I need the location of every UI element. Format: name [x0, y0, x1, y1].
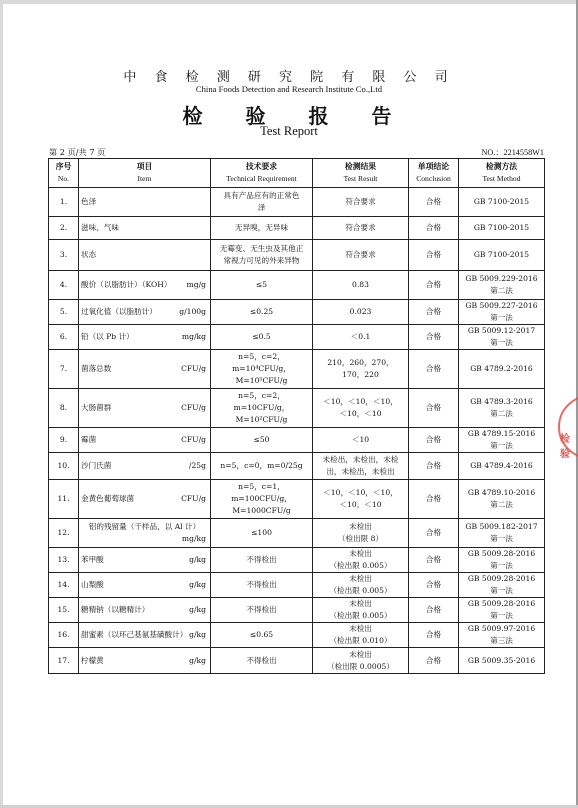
result-line: （检出限 0.005）	[329, 586, 392, 595]
result-cell	[313, 217, 409, 240]
result-cell	[313, 188, 409, 217]
row-number: 7.	[49, 350, 79, 389]
item-unit: CFU/g	[181, 403, 206, 412]
conclusion-cell: 合格	[409, 453, 459, 480]
result-cell	[313, 453, 409, 480]
method-line: GB 5009.97-2016	[467, 624, 536, 633]
requirement-cell	[211, 480, 313, 519]
item-unit: mg/kg	[181, 534, 206, 543]
requirement-line: M=1000CFU/g	[232, 506, 291, 515]
item-unit: mg/g	[186, 280, 206, 289]
item-cell	[79, 428, 211, 453]
item-name: 金黄色葡萄球菌	[81, 494, 135, 503]
requirement-line: 不得检出	[246, 555, 277, 564]
result-line: ＜0.1	[350, 332, 371, 341]
result-line: 0.023	[349, 307, 372, 316]
method-line: GB 7100-2015	[473, 197, 530, 206]
method-line: 第一法	[490, 441, 513, 450]
result-line: 未检出	[349, 522, 372, 531]
row-number: 4.	[49, 271, 79, 300]
requirement-line: 不得检出	[246, 580, 277, 589]
method-cell	[459, 389, 545, 428]
method-cell	[459, 188, 545, 217]
conclusion-cell: 合格	[409, 240, 459, 271]
requirement-line: ≤0.65	[249, 630, 274, 639]
requirement-cell	[211, 188, 313, 217]
item-cell	[79, 240, 211, 271]
item-cell	[79, 188, 211, 217]
conclusion-cell: 合格	[409, 648, 459, 674]
conclusion-cell: 合格	[409, 217, 459, 240]
result-line: （检出限 0.005）	[329, 561, 392, 570]
table-row	[49, 519, 545, 548]
method-line: GB 5009.28-2016	[467, 549, 536, 558]
method-cell	[459, 325, 545, 350]
table-row	[49, 389, 545, 428]
test-results-table	[48, 158, 545, 674]
header-item: 项目 Item	[79, 159, 211, 188]
result-cell	[313, 389, 409, 428]
header-conclusion: 单项结论 Conclusion	[409, 159, 459, 188]
result-cell	[313, 240, 409, 271]
item-cell	[79, 453, 211, 480]
row-number: 5.	[49, 300, 79, 325]
requirement-cell	[211, 519, 313, 548]
row-number: 13.	[49, 548, 79, 573]
table-row	[49, 271, 545, 300]
conclusion-cell: 合格	[409, 548, 459, 573]
result-cell	[313, 271, 409, 300]
table-row	[49, 350, 545, 389]
requirement-line: 不得检出	[246, 655, 277, 665]
item-name: 柠檬黄	[81, 655, 104, 665]
result-line: ＜10，＜10	[339, 409, 382, 418]
method-cell	[459, 519, 545, 548]
requirement-cell	[211, 300, 313, 325]
item-name: 滋味、气味	[81, 223, 119, 232]
result-cell	[313, 325, 409, 350]
item-unit: mg/kg	[181, 332, 206, 341]
method-line: GB 5009.182-2017	[465, 522, 538, 531]
method-cell	[459, 217, 545, 240]
method-line: GB 4789.3-2016	[470, 397, 533, 406]
requirement-cell	[211, 548, 313, 573]
item-unit: g/kg	[189, 555, 206, 564]
requirement-cell	[211, 573, 313, 598]
item-cell	[79, 598, 211, 623]
requirement-cell	[211, 240, 313, 271]
header-no: 序号 No.	[49, 159, 79, 188]
result-cell	[313, 480, 409, 519]
item-name: 大肠菌群	[81, 403, 112, 412]
item-name: 色泽	[81, 197, 97, 206]
item-name: 酸价（以脂肪计）（KOH）	[81, 280, 172, 289]
conclusion-cell: 合格	[409, 271, 459, 300]
item-name: 过氧化值（以脂肪计）	[81, 307, 157, 316]
requirement-line: ≤50	[253, 435, 270, 444]
method-line: GB 5009.229-2016	[465, 274, 538, 283]
requirement-cell	[211, 428, 313, 453]
result-cell	[313, 573, 409, 598]
table-row	[49, 300, 545, 325]
item-name: 铅（以 Pb 计）	[81, 332, 134, 341]
item-cell	[79, 573, 211, 598]
item-name: 沙门氏菌	[81, 461, 112, 470]
item-cell	[79, 480, 211, 519]
row-number: 1.	[49, 188, 79, 217]
conclusion-cell: 合格	[409, 325, 459, 350]
item-unit: g/kg	[189, 630, 206, 639]
row-number: 15.	[49, 598, 79, 623]
organization-name-cn: 中 食 检 测 研 究 院 有 限 公 司	[123, 70, 455, 85]
result-cell	[313, 598, 409, 623]
result-line: 符合要求	[345, 250, 376, 259]
page-top-border	[0, 0, 578, 4]
method-line: 第二法	[490, 500, 513, 509]
requirement-line: m=10⁴CFU/g，	[232, 364, 291, 373]
conclusion-cell: 合格	[409, 623, 459, 648]
requirement-line: n=5，c=2，	[238, 352, 285, 361]
row-number: 3.	[49, 240, 79, 271]
requirement-cell	[211, 623, 313, 648]
conclusion-cell: 合格	[409, 300, 459, 325]
item-cell	[79, 519, 211, 548]
requirement-line: ≤0.25	[249, 307, 274, 316]
method-line: 第一法	[490, 611, 513, 620]
item-unit: g/kg	[189, 655, 206, 665]
requirement-line: m=100CFU/g，	[231, 494, 292, 503]
method-cell	[459, 300, 545, 325]
method-line: GB 4789.2-2016	[470, 364, 533, 373]
item-cell	[79, 300, 211, 325]
requirement-line: n=5，c=0，m=0/25g	[220, 461, 303, 470]
method-cell	[459, 598, 545, 623]
conclusion-cell: 合格	[409, 598, 459, 623]
result-line: ＜10	[351, 435, 370, 444]
method-line: 第三法	[490, 636, 513, 645]
item-unit: g/kg	[189, 580, 206, 589]
item-unit: CFU/g	[181, 494, 206, 503]
conclusion-cell: 合格	[409, 188, 459, 217]
table-row	[49, 548, 545, 573]
table-row	[49, 480, 545, 519]
method-cell	[459, 453, 545, 480]
row-number: 10.	[49, 453, 79, 480]
item-unit: CFU/g	[181, 364, 206, 373]
result-cell	[313, 623, 409, 648]
result-line: 未检出	[349, 549, 372, 558]
method-line: GB 5009.28-2016	[467, 599, 536, 608]
requirement-cell	[211, 217, 313, 240]
item-name: 霉菌	[81, 435, 97, 444]
method-line: GB 5009.28-2016	[467, 574, 536, 583]
method-cell	[459, 350, 545, 389]
item-name: 甜蜜素（以环己基氨基磺酸计）	[81, 630, 188, 639]
method-cell	[459, 271, 545, 300]
item-cell	[79, 217, 211, 240]
conclusion-cell: 合格	[409, 519, 459, 548]
result-line: 未检出	[349, 624, 372, 633]
result-line: ＜10，＜10，＜10，	[323, 488, 398, 497]
table-row	[49, 240, 545, 271]
table-row	[49, 598, 545, 623]
row-number: 17.	[49, 648, 79, 674]
table-row	[49, 217, 545, 240]
result-line: （检出限 8）	[337, 534, 384, 543]
table-row	[49, 573, 545, 598]
method-line: 第一法	[490, 338, 513, 347]
conclusion-cell: 合格	[409, 480, 459, 519]
conclusion-cell: 合格	[409, 350, 459, 389]
row-number: 16.	[49, 623, 79, 648]
conclusion-cell: 合格	[409, 428, 459, 453]
result-line: 210，260，270，	[327, 358, 394, 367]
header-requirement: 技术要求 Technical Requirement	[211, 159, 313, 188]
table-row	[49, 623, 545, 648]
requirement-line: 不得检出	[246, 605, 277, 614]
requirement-line: ≤100	[251, 528, 272, 537]
method-line: 第一法	[490, 534, 513, 543]
method-line: 第一法	[490, 313, 513, 322]
result-line: 未检出	[349, 574, 372, 583]
result-cell	[313, 548, 409, 573]
method-cell	[459, 648, 545, 674]
method-line: 第二法	[490, 286, 513, 295]
result-line: 170，220	[342, 370, 379, 379]
requirement-cell	[211, 271, 313, 300]
row-number: 2.	[49, 217, 79, 240]
item-name: 山梨酸	[81, 580, 104, 589]
item-cell	[79, 350, 211, 389]
item-cell	[79, 623, 211, 648]
conclusion-cell: 合格	[409, 389, 459, 428]
row-number: 6.	[49, 325, 79, 350]
result-line: ＜10，＜10	[339, 500, 382, 509]
method-cell	[459, 573, 545, 598]
method-line: GB 7100-2015	[473, 250, 530, 259]
requirement-cell	[211, 350, 313, 389]
result-line: （检出限 0.010）	[329, 636, 392, 645]
item-name: 糖精钠（以糖精计）	[81, 605, 150, 614]
header-result: 检测结果 Test Result	[313, 159, 409, 188]
method-cell	[459, 623, 545, 648]
requirement-line: M=10²CFU/g	[235, 415, 288, 424]
table-row	[49, 188, 545, 217]
item-cell	[79, 648, 211, 674]
requirement-cell	[211, 598, 313, 623]
table-row	[49, 428, 545, 453]
item-name: 菌落总数	[81, 364, 112, 373]
method-line: GB 5009.12-2017	[467, 326, 536, 335]
requirement-cell	[211, 389, 313, 428]
requirement-line: 无霉变、无生虫及其他正	[219, 244, 304, 253]
result-cell	[313, 428, 409, 453]
requirement-line: 泽	[257, 203, 266, 212]
requirement-cell	[211, 325, 313, 350]
requirement-line: m=10CFU/g，	[233, 403, 290, 412]
organization-name-en: China Foods Detection and Research Institute Co.,Ltd	[195, 84, 383, 94]
item-name: 苯甲酸	[81, 555, 104, 564]
report-number: NO.：2214558W1	[481, 148, 544, 157]
method-line: 第二法	[490, 409, 513, 418]
method-cell	[459, 548, 545, 573]
item-unit: g/100g	[179, 307, 206, 316]
method-line: GB 4789.15-2016	[467, 429, 536, 438]
method-line: GB 5009.35-2016	[467, 655, 536, 665]
report-title-en: Test Report	[260, 124, 318, 138]
item-unit: /25g	[188, 461, 206, 470]
table-row	[49, 325, 545, 350]
row-number: 9.	[49, 428, 79, 453]
conclusion-cell: 合格	[409, 573, 459, 598]
result-line: 未检出	[349, 649, 372, 659]
method-line: 第一法	[490, 561, 513, 570]
result-line: 符合要求	[345, 223, 376, 232]
requirement-cell	[211, 453, 313, 480]
table-row	[49, 648, 545, 674]
result-line: （检出限 0.005）	[329, 611, 392, 620]
item-unit: g/kg	[189, 605, 206, 614]
result-cell	[313, 350, 409, 389]
table-row	[49, 453, 545, 480]
requirement-line: M=10⁵CFU/g	[235, 376, 288, 385]
method-line: GB 7100-2015	[473, 223, 530, 232]
item-unit: CFU/g	[181, 435, 206, 444]
report-title-cn: 检 验 报 告	[182, 104, 410, 128]
item-cell	[79, 548, 211, 573]
method-cell	[459, 428, 545, 453]
result-line: （检出限 0.0005）	[327, 661, 394, 671]
row-number: 11.	[49, 480, 79, 519]
requirement-line: ≤5	[255, 280, 268, 289]
result-line: ＜10，＜10，＜10，	[323, 397, 398, 406]
method-line: 第一法	[490, 586, 513, 595]
method-cell	[459, 480, 545, 519]
result-line: 0.83	[352, 280, 369, 289]
result-cell	[313, 519, 409, 548]
requirement-line: 常视力可见的外来异物	[223, 256, 300, 265]
method-line: GB 4789.4-2016	[470, 461, 533, 470]
requirement-line: ≤0.5	[252, 332, 271, 341]
result-cell	[313, 300, 409, 325]
requirement-line: 无异嗅，无异味	[234, 223, 289, 232]
page-number: 第 2 页/共 7 页	[49, 147, 106, 157]
result-line: 未检出	[349, 599, 372, 608]
requirement-line: n=5，c=2，	[238, 391, 285, 400]
result-cell	[313, 648, 409, 674]
row-number: 12.	[49, 519, 79, 548]
requirement-line: n=5，c=1，	[238, 482, 285, 491]
result-line: 未检出，未检出，未检	[322, 455, 399, 464]
row-number: 14.	[49, 573, 79, 598]
result-line: 出，未检出，未检出	[326, 467, 395, 476]
item-name: 铝的残留量（干样品，以 Al 计）	[88, 522, 201, 531]
method-line: GB 4789.10-2016	[467, 488, 536, 497]
requirement-cell	[211, 648, 313, 674]
item-cell	[79, 325, 211, 350]
method-line: GB 5009.227-2016	[465, 301, 538, 310]
method-cell	[459, 240, 545, 271]
result-line: 符合要求	[345, 197, 376, 206]
seal-stamp-text: 检验	[560, 434, 570, 460]
item-name: 状态	[81, 250, 97, 259]
item-cell	[79, 271, 211, 300]
item-cell	[79, 389, 211, 428]
table-header-row	[49, 159, 545, 188]
requirement-line: 具有产品应有的正常色	[223, 191, 300, 200]
header-method: 检测方法 Test Method	[459, 159, 545, 188]
row-number: 8.	[49, 389, 79, 428]
